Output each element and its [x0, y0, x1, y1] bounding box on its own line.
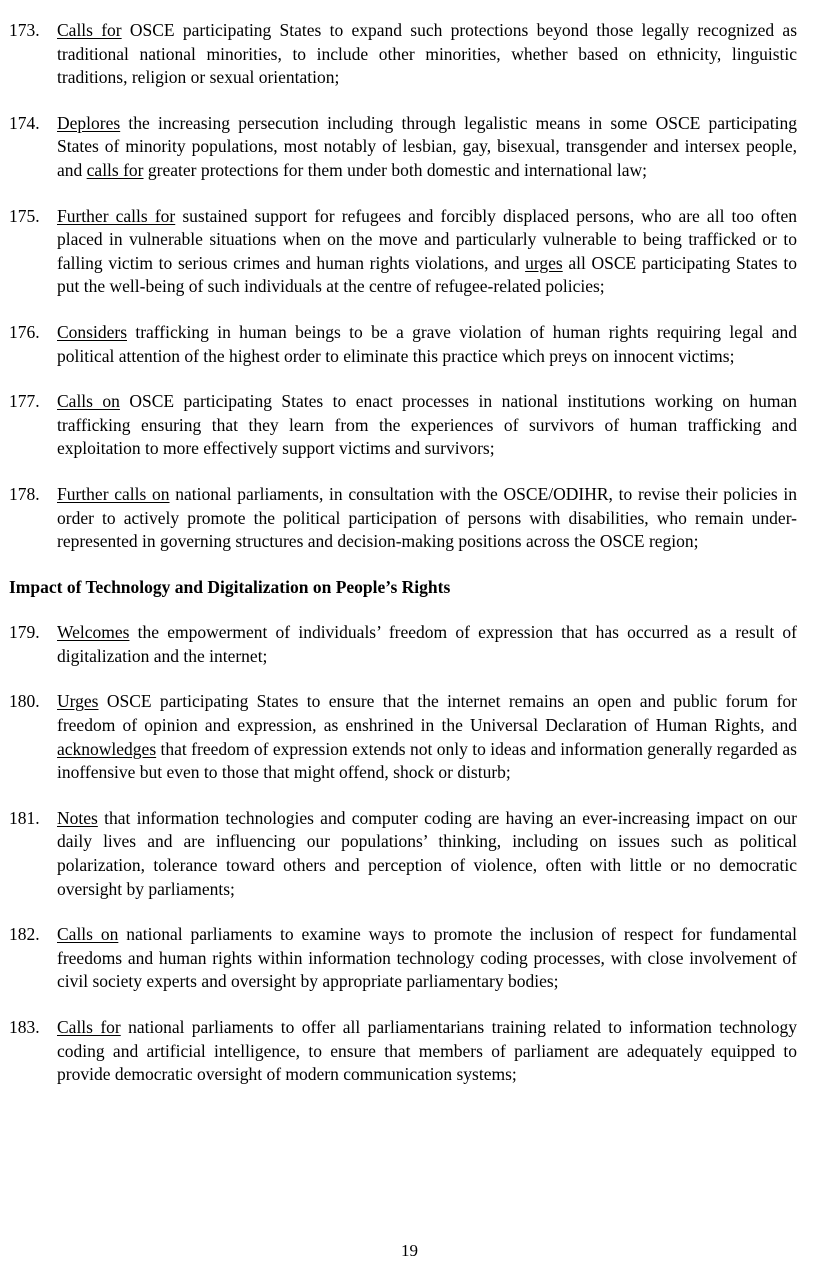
operative-keyword: Considers: [57, 321, 127, 342]
operative-keyword-secondary: urges: [525, 252, 563, 273]
operative-keyword-secondary: calls for: [86, 159, 144, 180]
paragraph-number: 180.: [9, 691, 40, 712]
paragraph-182: [0, 923, 797, 994]
paragraph-text: national parliaments to offer all parliamentarians training related to information technology coding and artificial intelligence, to ensure that members of parliament are adequately equipped to provide democratic oversight of modern communication systems;: [57, 1017, 797, 1085]
operative-keyword: Calls on: [57, 924, 119, 945]
paragraph-text-continued: all OSCE participating States to put the well-being of such individuals at the centre of refugee-related policies;: [57, 252, 797, 297]
paragraph-number: 175.: [9, 205, 40, 226]
paragraph-175: [0, 205, 797, 299]
paragraph-text: trafficking in human beings to be a grave violation of human rights requiring legal and political attention of the highest order to eliminate this practice which preys on innocent victims;: [57, 321, 797, 366]
paragraph-text-continued: that freedom of expression extends not only to ideas and information generally regarded as inoffensive but even to those that might offend, shock or disturb;: [57, 738, 797, 783]
operative-keyword: Calls for: [57, 20, 122, 40]
operative-keyword: Notes: [57, 807, 98, 828]
operative-keyword: Further calls for: [57, 205, 176, 226]
paragraph-180: [0, 690, 797, 784]
paragraph-text: OSCE participating States to ensure that the internet remains an open and public forum for freedom of opinion and expression, as enshrined in the Universal Declaration of Human Rights, and: [57, 691, 797, 736]
paragraph-177: [0, 390, 797, 461]
operative-keyword: Further calls on: [57, 483, 170, 504]
paragraph-number: 183.: [9, 1017, 40, 1037]
paragraph-183: [0, 1016, 797, 1087]
paragraph-text: sustained support for refugees and forcibly displaced persons, who are all too often placed in vulnerable situations when on the move and particularly vulnerable to being trafficked or to falling victim to serious crimes and human rights violations, and: [57, 205, 797, 273]
paragraph-173: [0, 19, 797, 90]
operative-keyword: Calls for: [57, 1017, 121, 1037]
operative-keyword: Calls on: [57, 391, 120, 412]
paragraph-number: 182.: [9, 924, 40, 945]
paragraph-number: 177.: [9, 391, 40, 412]
paragraph-text: the increasing persecution including through legalistic means in some OSCE participating States of minority populations, most notably of lesbian, gay, bisexual, transgender and intersex people, and: [57, 112, 797, 180]
operative-keyword: Urges: [57, 691, 99, 712]
paragraph-text: OSCE participating States to enact processes in national institutions working on human trafficking ensuring that they learn from the experiences of survivors of human trafficking and exploitation to more effectively support victims and survivors;: [57, 391, 797, 459]
paragraph-number: 179.: [9, 622, 40, 643]
paragraph-number: 176.: [9, 321, 40, 342]
paragraph-number: 178.: [9, 483, 40, 504]
paragraph-text: national parliaments to examine ways to promote the inclusion of respect for fundamental freedoms and human rights within information technology coding processes, with close involvement of civil society experts and oversight by appropriate parliamentary bodies;: [57, 924, 797, 992]
operative-keyword: Deplores: [57, 112, 121, 133]
paragraph-176: [0, 321, 797, 368]
paragraph-number: 173.: [9, 20, 40, 40]
paragraph-text-continued: greater protections for them under both domestic and international law;: [143, 159, 647, 180]
paragraph-text: national parliaments, in consultation with the OSCE/ODIHR, to revise their policies in order to actively promote the political participation of persons with disabilities, who remain under-represented in governing structures and decision-making positions across the OSCE region;: [57, 483, 797, 552]
paragraph-181: [0, 807, 797, 901]
paragraph-179: [0, 621, 797, 668]
operative-keyword-secondary: acknowledges: [57, 738, 157, 759]
section-heading: Impact of Technology and Digitalization on People’s Rights: [9, 576, 451, 597]
paragraph-text: OSCE participating States to expand such protections beyond those legally recognized as traditional national minorities, to include other minorities, whether based on ethnicity, linguistic traditions, religion or sexual orientation;: [57, 20, 797, 88]
paragraph-number: 174.: [9, 112, 40, 133]
paragraph-174: [0, 112, 797, 183]
paragraph-text: the empowerment of individuals’ freedom of expression that has occurred as a result of digitalization and the internet;: [57, 622, 797, 666]
paragraph-number: 181.: [9, 807, 40, 828]
operative-keyword: Welcomes: [57, 622, 130, 643]
paragraph-text: that information technologies and computer coding are having an ever-increasing impact on our daily lives and are influencing our populations’ thinking, including on issues such as political polarization, tolerance toward others and perception of violence, often with little or no democratic oversight by parliaments;: [57, 807, 797, 899]
page-number: 19: [401, 1241, 418, 1260]
paragraph-178: [0, 483, 797, 554]
